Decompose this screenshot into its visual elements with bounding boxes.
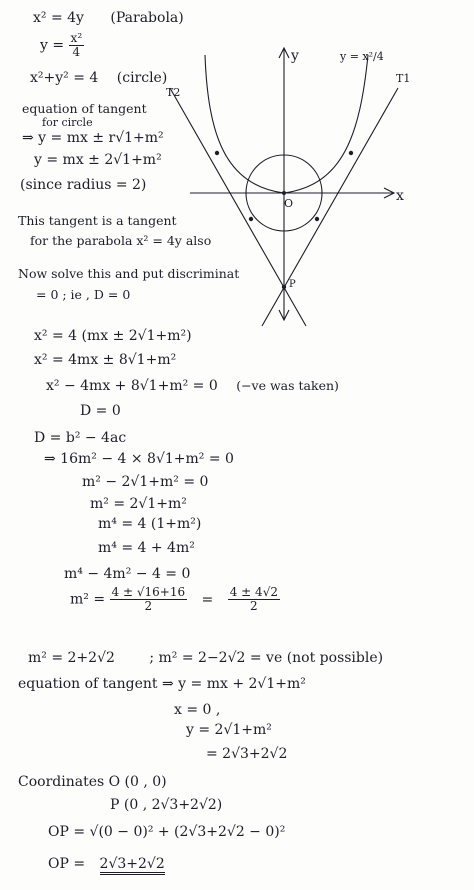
y-intercept-value: = 2√3+2√2 [206, 746, 288, 762]
step-quadratic-formula [70, 586, 280, 613]
origin-label: O [284, 197, 294, 210]
quadratic-eq: x² − 4mx + 8√1+m² = 0 [46, 378, 218, 394]
fraction-denominator: 2 [250, 599, 258, 613]
y-axis-label: y [291, 48, 299, 64]
step-quartic: m⁴ − 4m² − 4 = 0 [64, 566, 191, 582]
step-disc-substituted: ⇒ 16m² − 4 × 8√1+m² = 0 [44, 451, 234, 467]
solve-instruction: Now solve this and put discriminat [18, 266, 240, 281]
tangent-point [349, 151, 353, 155]
d-equals-zero: D = 0 [80, 403, 121, 419]
x-equals-zero: x = 0 , [174, 702, 221, 718]
coordinates-o: Coordinates O (0 , 0) [18, 774, 167, 790]
final-answer-lhs: OP = [48, 856, 86, 872]
root-positive: m² = 2+2√2 [28, 650, 115, 666]
step-expand-2: m⁴ = 4 + 4m² [98, 540, 195, 556]
fraction-numerator: 4 ± √16+16 [111, 585, 186, 599]
step-isolate: m² = 2√1+m² [90, 496, 187, 512]
sign-note: (−ve was taken) [236, 378, 339, 393]
step-substitute: x² = 4 (mx ± 2√1+m²) [34, 328, 192, 344]
fraction-numerator: 4 ± 4√2 [229, 585, 278, 599]
step-square: m⁴ = 4 (1+m²) [98, 516, 202, 532]
discriminant-formula: D = b² − 4ac [34, 430, 127, 446]
circle-eq-text: x²+y² = 4 [30, 70, 99, 86]
quadratic-fraction-2 [228, 586, 280, 613]
tangent-general: ⇒ y = mx ± r√1+m² [22, 130, 164, 146]
circle-eq [30, 70, 167, 86]
root-negative: ; m² = 2−2√2 = ve (not possible) [149, 650, 384, 666]
statement-line-2: for the parabola x² = 4y also [30, 233, 212, 248]
final-answer-value: 2√3+2√2 [100, 856, 165, 875]
y-intercept: y = 2√1+m² [186, 722, 272, 738]
fraction-numerator: x² [70, 31, 83, 45]
fraction-denominator: 4 [72, 45, 81, 59]
radius-note: (since radius = 2) [20, 177, 147, 193]
t1-label: T1 [396, 72, 411, 85]
equals-sign: = [201, 591, 214, 608]
parabola-y-fraction [69, 32, 85, 59]
parabola-curve [205, 55, 368, 193]
final-answer [48, 856, 165, 872]
m-squared-lhs: m² = [70, 591, 106, 608]
t2-label: T2 [166, 86, 181, 99]
parabola-note: (Parabola) [110, 10, 184, 26]
fraction-denominator: 2 [144, 599, 153, 613]
statement-line-1: This tangent is a tangent [18, 213, 177, 228]
step-quadratic [46, 378, 339, 394]
circle-note: (circle) [116, 70, 168, 86]
tangent-equation-final: equation of tangent ⇒ y = mx + 2√1+m² [18, 676, 306, 692]
coordinates-p: P (0 , 2√3+2√2) [110, 797, 223, 813]
tangent-t1 [262, 88, 398, 326]
parabola-y-lhs: y = [40, 37, 65, 54]
tangent-point [215, 151, 219, 155]
tangent-subheading: for circle [42, 116, 93, 129]
parabola-y-eq [40, 32, 84, 59]
tangent-point [249, 217, 253, 221]
tangent-specific: y = mx ± 2√1+m² [34, 152, 162, 168]
parabola-eq [33, 10, 184, 26]
origin-point [282, 191, 286, 195]
point-p-label: P [289, 279, 296, 290]
step-expand: x² = 4mx ± 8√1+m² [34, 352, 177, 368]
x-axis-label: x [396, 188, 404, 204]
tangent-heading: equation of tangent [22, 101, 147, 116]
distance-formula: OP = √(0 − 0)² + (2√3+2√2 − 0)² [48, 824, 286, 840]
quadratic-fraction-1 [110, 586, 188, 613]
parabola-eq-text: x² = 4y [33, 10, 84, 26]
point-p [282, 285, 286, 289]
tangent-point [315, 217, 319, 221]
step-simplify: m² − 2√1+m² = 0 [82, 474, 209, 490]
m-squared-roots [28, 650, 383, 666]
discriminant-condition: = 0 ; ie , D = 0 [36, 287, 131, 302]
parabola-label: y = x²/4 [340, 50, 384, 63]
